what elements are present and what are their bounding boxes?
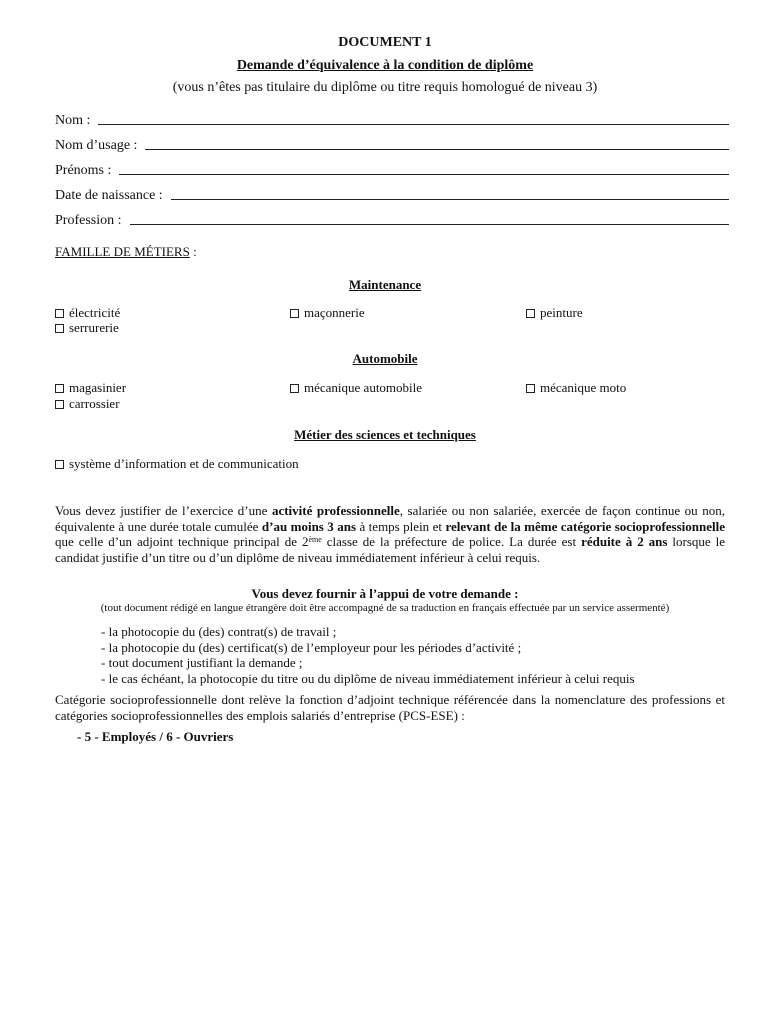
justification-superscript: ème (308, 535, 322, 544)
famille-metiers-heading (55, 244, 197, 260)
option-label: système d’information et de communication (69, 456, 299, 471)
justification-bold: activité professionnelle (271, 503, 400, 518)
option-peinture[interactable] (526, 305, 583, 321)
category-maintenance-title: Maintenance (348, 277, 422, 292)
category-automobile-title: Automobile (352, 351, 418, 366)
justification-text: classe de la préfecture de police. La durée est (321, 534, 582, 549)
category-sciences-title: Métier des sciences et techniques (294, 427, 476, 442)
justification-bold: d’au moins 3 ans (261, 518, 357, 534)
justification-text: à temps plein et (356, 518, 446, 534)
requirements-list (101, 624, 635, 686)
option-label: carrossier (69, 396, 120, 411)
nom-usage-input-line[interactable] (145, 137, 729, 150)
date-naissance-input-line[interactable] (171, 187, 729, 200)
justification-text: , salariée ou non salariée, exercée de façon continue ou non, équivalente à une durée totale cumulée (55, 503, 725, 534)
date-naissance-label: Date de naissance : (55, 188, 163, 203)
nom-label: Nom : (55, 113, 91, 128)
option-systeme-information[interactable] (55, 456, 299, 472)
checkbox-icon[interactable] (526, 384, 535, 393)
checkbox-icon[interactable] (290, 384, 299, 393)
nom-field (55, 111, 729, 129)
justification-bold: réduite à 2 ans (581, 534, 668, 549)
list-item: - la photocopie du (des) contrat(s) de travail ; (101, 624, 337, 639)
justification-text: que celle d’un adjoint technique principal de 2 (55, 534, 309, 549)
list-item: - le cas échéant, la photocopie du titre ou du diplôme de niveau immédiatement inférieur à celui requis (101, 670, 635, 686)
date-naissance-field (55, 186, 729, 204)
option-carrossier[interactable] (55, 396, 120, 412)
option-maconnerie[interactable] (290, 305, 365, 321)
requirements-title: Vous devez fournir à l’appui de votre demande : (251, 586, 519, 601)
famille-metiers-label: FAMILLE DE MÉTIERS (55, 244, 190, 259)
option-magasinier[interactable] (55, 380, 126, 396)
checkbox-icon[interactable] (55, 324, 64, 333)
option-mecanique-moto[interactable] (526, 380, 626, 396)
option-label: magasinier (69, 380, 127, 395)
option-label: serrurerie (69, 320, 119, 335)
checkbox-icon[interactable] (55, 384, 64, 393)
category-paragraph: Catégorie socioprofessionnelle dont relève la fonction d’adjoint technique référencée dans la nomenclature des professions et catégories socioprofessionnelles des emplois salariés d’entreprise (PCS-ESE) : (55, 692, 725, 723)
option-label: peinture (540, 305, 583, 320)
checkbox-icon[interactable] (526, 309, 535, 318)
final-categories: - 5 - Employés / 6 - Ouvriers (77, 729, 234, 744)
prenoms-input-line[interactable] (119, 162, 729, 175)
justification-text: lorsque le candidat justifie d’un titre ou d’un diplôme de niveau immédiatement inférieur à celui requis. (55, 534, 726, 565)
justification-paragraph (55, 503, 725, 565)
list-item: - la photocopie du (des) certificat(s) de l’employeur pour les périodes d’activité ; (101, 639, 522, 655)
option-label: mécanique moto (540, 380, 627, 395)
justification-bold: relevant de la même catégorie socioprofessionnelle (445, 518, 726, 534)
justification-text: Vous devez justifier de l’exercice d’une (55, 503, 272, 518)
nom-usage-label: Nom d’usage : (55, 138, 138, 153)
document-note: (vous n’êtes pas titulaire du diplôme ou titre requis homologué de niveau 3) (172, 80, 598, 95)
checkbox-icon[interactable] (55, 309, 64, 318)
document-subtitle: Demande d’équivalence à la condition de diplôme (236, 58, 534, 73)
checkbox-icon[interactable] (290, 309, 299, 318)
requirements-note: (tout document rédigé en langue étrangère doit être accompagné de sa traduction en français effectuée par un service assermenté) (100, 602, 670, 614)
nom-input-line[interactable] (98, 112, 729, 125)
option-label: mécanique automobile (304, 380, 423, 395)
profession-input-line[interactable] (130, 212, 730, 225)
profession-field (55, 211, 729, 229)
famille-metiers-suffix: : (189, 244, 197, 259)
checkbox-icon[interactable] (55, 400, 64, 409)
checkbox-icon[interactable] (55, 460, 64, 469)
option-mecanique-automobile[interactable] (290, 380, 422, 396)
document-title: DOCUMENT 1 (338, 35, 432, 50)
prenoms-label: Prénoms : (55, 163, 112, 178)
profession-label: Profession : (55, 213, 122, 228)
prenoms-field (55, 161, 729, 179)
list-item: - tout document justifiant la demande ; (101, 655, 303, 670)
option-electricite[interactable] (55, 305, 120, 321)
option-label: électricité (69, 305, 121, 320)
option-serrurerie[interactable] (55, 320, 119, 336)
nom-usage-field (55, 136, 729, 154)
option-label: maçonnerie (304, 305, 365, 320)
